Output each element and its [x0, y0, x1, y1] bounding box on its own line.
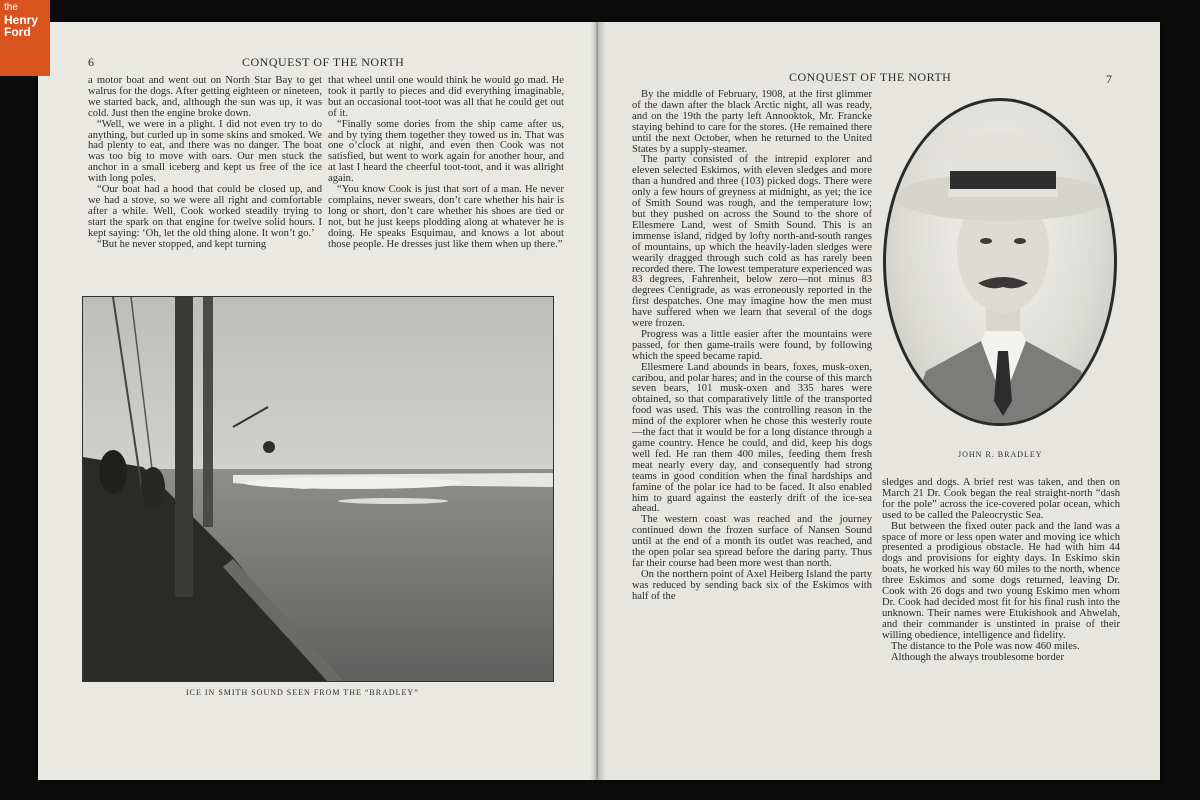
paragraph: “Well, we were in a plight. I did not even try to do anything, but curled up in some skins and smoked. We had plenty to eat, and there was no danger. The boat was too big to move with oars. Our men stuck the anchor in a small iceberg and kept us free of the ice with long poles. — [88, 118, 322, 185]
paragraph: By the middle of February, 1908, at the first glimmer of the dawn after the black Arctic night, all was ready, and on the 19th the party left Annooktok, Mr. Francke staying behind to care for the stores. (He remained there until the next October, when he returned to the United States by a supply-steamer. — [632, 90, 872, 155]
logo-line-3: Ford — [4, 25, 31, 40]
paragraph: “Finally some dories from the ship came after us, and by tying them together they towed us in. That was one o’clock at night, and even then Cook was not satisfied, but went to work again for another hour, and at last I heard the cheerful toot-toot, and it was allright again. — [328, 118, 564, 185]
left-page-column-1 — [88, 76, 322, 290]
ice-photo-illustration — [83, 297, 554, 682]
right-page-number: 7 — [1106, 72, 1112, 86]
ice-photo — [82, 296, 554, 682]
paragraph: Progress was a little easier after the mountains were passed, for then game-trails were found, by following which the speed became rapid. — [632, 328, 872, 362]
paragraph: On the northern point of Axel Heiberg Island the party was reduced by sending back six of the Eskimos with half of the — [632, 568, 872, 602]
paragraph: The western coast was reached and the journey continued down the frozen surface of Nansen Sound until at the end of a month its outlet was reached, and the open polar sea spread before the daring party. Thus far their course had been more west than north. — [632, 514, 872, 569]
portrait-caption: JOHN R. BRADLEY — [958, 450, 1043, 459]
logo-line-2: Henry — [4, 12, 39, 27]
john-bradley-portrait — [883, 98, 1117, 426]
paragraph: Ellesmere Land abounds in bears, foxes, musk-oxen, caribou, and polar hares; and in the course of this march seven bears, 101 musk-oxen and 335 hares were obtained, so that comparatively little of the transported food was used. This was the controlling reason in the mind of the explorer when he chose this westerly route—the fact that it would be for a long distance through a game country. Hence he could, and did, keep his dogs well fed. He ran them 400 miles, feeding them fresh meat nearly every day, and consequently had strong teams in good condition when the final hardships and famine of the polar ice had to be faced. It also enabled him to guard against the easterly drift of the ice-sea ahead. — [632, 361, 872, 515]
paragraph: Although the always troublesome border — [891, 651, 1064, 663]
paragraph: a motor boat and went out on North Star Bay to get walrus for the dogs. After getting eighteen or nineteen, we started back, and, although the sun was up, it was cold. Just then the engine broke down. — [88, 76, 322, 119]
paragraph: The party consisted of the intrepid explorer and eleven selected Eskimos, with eleven sledges and more than a hundred and three (103) picked dogs. There were only a few hours of greyness at midnight, as yet; the ice of Smith Sound was rough, and the temperature low; but they pushed on across the Sound to the shore of Ellesmere Land, west of Smith Sound. This is an immense island, ridged by lofty north-and-south ranges of mountains, up which the heavily-laden sledges were wearily dragged through such cold as has rarely been recorded there. The lowest temperature experienced was 83 degrees, Fahrenheit, below zero—not minus 83 degrees Centigrade, as was erroneously reported in the first despatches. One may imagine how the men must have suffered when we learn that several of the dogs were frozen. — [632, 154, 872, 330]
paragraph: sledges and dogs. A brief rest was taken, and then on March 21 Dr. Cook began the real straight-north “dash for the pole” across the ice-covered polar ocean, which used to be called the Paleocrystic Sea. — [882, 478, 1120, 521]
left-running-head: CONQUEST OF THE NORTH — [242, 55, 405, 69]
paragraph: “But he never stopped, and kept turning — [97, 238, 267, 250]
paragraph: that wheel until one would think he would go mad. He took it partly to pieces and did everything imaginable, but an occasional toot-toot was all that he could get out of it. — [328, 76, 564, 119]
left-page-column-2 — [328, 76, 564, 290]
paragraph: The distance to the Pole was now 460 miles. — [891, 640, 1080, 652]
henry-ford-logo — [0, 0, 50, 76]
right-running-head: CONQUEST OF THE NORTH — [789, 70, 952, 84]
right-page-column-2 — [882, 478, 1120, 762]
left-page — [38, 22, 598, 780]
photo-caption: ICE IN SMITH SOUND SEEN FROM THE “BRADLEY” — [186, 688, 419, 697]
paragraph: “Our boat had a hood that could be closed up, and we had a stove, so we were all right and comfortable after a while. Well, Cook worked steadily trying to start the spark on that engine for twelve solid hours. I kept saying: ‘Oh, let the old thing alone. It won’t go.’ — [88, 184, 322, 239]
logo-line-1: the — [4, 2, 18, 13]
right-page-column-1 — [632, 90, 872, 762]
paragraph: But between the fixed outer pack and the land was a space of more or less open water and moving ice which presented a prodigious obstacle. He had with him 44 dogs and provisions for eighty days. In Eskimo skin boats, he worked his way 60 miles to the north, whence three Eskimos and some dogs returned, leaving Dr. Cook with 26 dogs and two young Eskimo men whom Dr. Cook had decided most fit for his final rush into the unknown. Their names were Etukishook and Ahwelah, and their commander is unstinted in praise of their willing obedience, intelligence and fidelity. — [882, 520, 1120, 641]
portrait-illustration — [886, 101, 1117, 426]
book-gutter — [590, 22, 606, 780]
right-page — [598, 22, 1160, 780]
paragraph: “You know Cook is just that sort of a man. He never complains, never swears, don’t care whether his hair is long or short, don’t care whether his shoes are tied or not, but he just keeps plodding along at whatever he is doing. He speaks Esquimau, and knows a lot about those people. He dresses just like them when up there.” — [328, 184, 564, 250]
left-page-number: 6 — [88, 55, 94, 69]
